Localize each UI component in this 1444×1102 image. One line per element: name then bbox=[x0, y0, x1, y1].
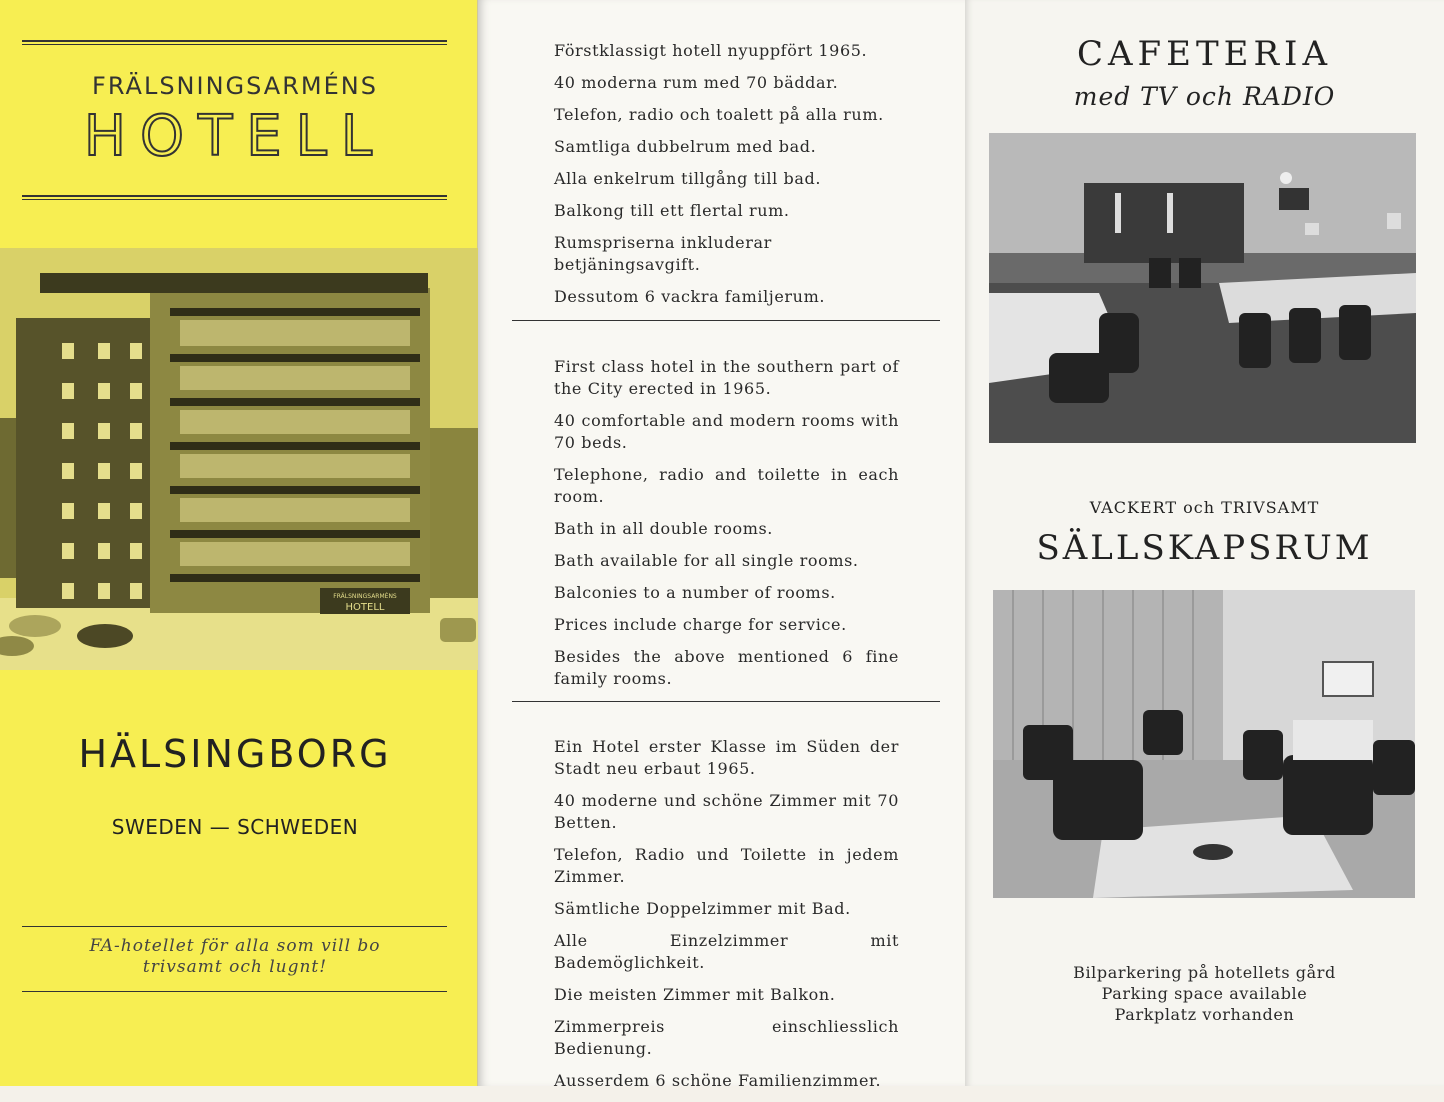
list-item: Ein Hotel erster Klasse im Süden der Stadt neu erbaut 1965. bbox=[554, 737, 899, 778]
parking-notice bbox=[965, 962, 1444, 1025]
tagline-line: trivsamt och lugnt! bbox=[142, 957, 328, 977]
building-sign-small: FRÄLSNINGSARMÉNS bbox=[333, 593, 397, 600]
lounge-illustration bbox=[993, 590, 1415, 898]
lounge-title: SÄLLSKAPSRUM bbox=[1036, 528, 1373, 568]
list-item: First class hotel in the southern part of the City erected in 1965. bbox=[554, 357, 899, 398]
ashtray-shape bbox=[1193, 844, 1233, 860]
wall-clock-shape bbox=[1280, 172, 1292, 184]
amenities-panel bbox=[965, 0, 1444, 1086]
list-item: Samtliga dubbelrum med bad. bbox=[554, 137, 817, 156]
car-shape bbox=[77, 624, 133, 648]
lounge-photo bbox=[993, 590, 1415, 898]
top-double-rule bbox=[22, 40, 447, 45]
list-item: Prices include charge for service. bbox=[554, 615, 847, 634]
list-item: Telefon, Radio und Toilette in jedem Zimmer. bbox=[554, 845, 899, 886]
country-line: SWEDEN — SCHWEDEN bbox=[111, 815, 359, 839]
tagline-bottom-rule bbox=[22, 991, 447, 992]
list-item: 40 moderna rum med 70 bäddar. bbox=[554, 73, 839, 92]
list-item: Die meisten Zimmer mit Balkon. bbox=[554, 985, 836, 1004]
list-item: Besides the above mentioned 6 fine family rooms. bbox=[554, 647, 899, 688]
cover-panel bbox=[0, 0, 478, 1086]
cafeteria-title: CAFETERIA bbox=[1076, 34, 1333, 74]
list-item: Zimmerpreis einschliesslich Bedienung. bbox=[554, 1017, 899, 1058]
list-item: Ausserdem 6 schöne Familienzimmer. bbox=[554, 1071, 882, 1090]
list-item: Balkong till ett flertal rum. bbox=[554, 201, 790, 220]
list-item: Bath in all double rooms. bbox=[554, 519, 773, 538]
cafeteria-photo bbox=[989, 133, 1416, 443]
list-item: Förstklassigt hotell nyuppfört 1965. bbox=[554, 41, 868, 60]
german-features-list bbox=[554, 736, 899, 1102]
city-name: HÄLSINGBORG bbox=[78, 732, 392, 776]
swedish-features-list bbox=[554, 40, 899, 318]
cafeteria-illustration bbox=[989, 133, 1416, 443]
parking-line-en: Parking space available bbox=[1101, 984, 1308, 1003]
list-item: 40 comfortable and modern rooms with 70 beds. bbox=[554, 411, 899, 452]
english-features-list bbox=[554, 356, 899, 700]
car-shape bbox=[440, 618, 476, 642]
framed-picture-shape bbox=[1323, 662, 1373, 696]
list-item: 40 moderne und schöne Zimmer mit 70 Betten. bbox=[554, 791, 899, 832]
list-item: Telephone, radio and toilette in each room. bbox=[554, 465, 899, 506]
car-shape bbox=[9, 615, 61, 637]
parking-line-de: Parkplatz vorhanden bbox=[1114, 1005, 1295, 1024]
list-item: Telefon, radio och toalett på alla rum. bbox=[554, 105, 884, 124]
section-divider bbox=[512, 701, 940, 702]
heading-double-rule bbox=[22, 195, 447, 200]
parking-line-sv: Bilparkering på hotellets gård bbox=[1073, 963, 1336, 982]
building-illustration bbox=[0, 248, 478, 670]
tagline-line: FA-hotellet för alla som vill bo bbox=[89, 936, 381, 956]
tagline bbox=[0, 936, 470, 978]
list-item: Sämtliche Doppelzimmer mit Bad. bbox=[554, 899, 851, 918]
tagline-top-rule bbox=[22, 926, 447, 927]
list-item: Rumspriserna inkluderar betjäningsavgift. bbox=[554, 233, 772, 274]
table-shape bbox=[1293, 720, 1373, 760]
list-item: Alla enkelrum tillgång till bad. bbox=[554, 169, 822, 188]
list-item: Dessutom 6 vackra familjerum. bbox=[554, 287, 826, 306]
hotel-building-photo bbox=[0, 248, 478, 670]
list-item: Balconies to a number of rooms. bbox=[554, 583, 836, 602]
list-item: Alle Einzelzimmer mit Bademöglichkeit. bbox=[554, 931, 899, 972]
hotel-heading: HOTELL bbox=[83, 104, 387, 169]
cafeteria-subtitle: med TV och RADIO bbox=[1073, 82, 1336, 111]
tv-set-shape bbox=[1279, 188, 1309, 210]
section-divider bbox=[512, 320, 940, 321]
building-sign-large: HOTELL bbox=[345, 602, 385, 613]
organization-name: FRÄLSNINGSARMÉNS bbox=[92, 72, 378, 100]
lounge-pretitle: VACKERT och TRIVSAMT bbox=[1089, 498, 1320, 517]
features-panel bbox=[478, 0, 965, 1090]
list-item: Bath available for all single rooms. bbox=[554, 551, 859, 570]
